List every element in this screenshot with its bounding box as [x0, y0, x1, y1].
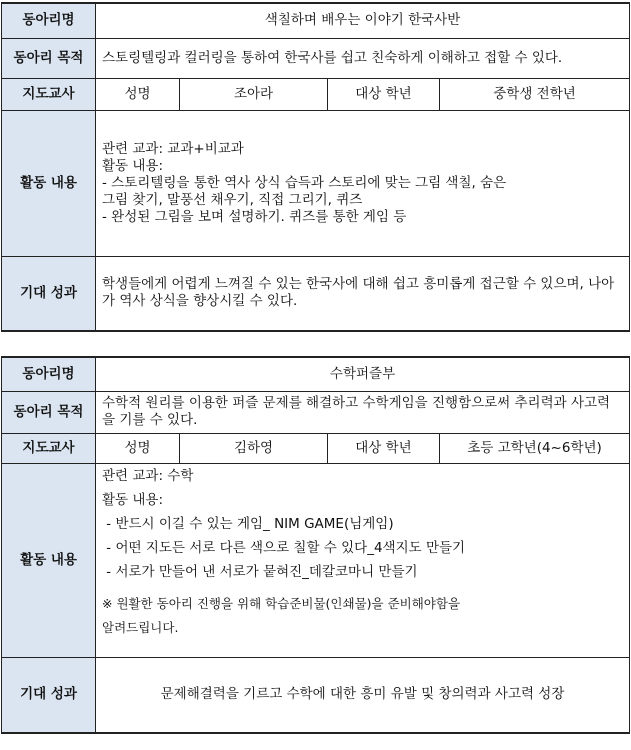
- activity-line: - 완성된 그림을 보며 설명하기. 퀴즈를 통한 게임 등: [102, 208, 407, 225]
- target-grade: 초등 고학년(4~6학년): [440, 433, 630, 463]
- activity-line: 그림 찾기, 말풍선 채우기, 직접 그리기, 퀴즈: [102, 191, 363, 208]
- activity-line: 관련 교과: 수학: [102, 467, 194, 484]
- activity-line: - 서로가 만들어 낸 서로가 뭍혀진_데칼코마니 만들기: [102, 563, 418, 580]
- activity-content: [96, 110, 630, 256]
- activity-line: 관련 교과: 교과+비교과: [102, 140, 244, 157]
- activity-line: 활동 내용:: [102, 157, 164, 174]
- target-grade: 중학생 전학년: [440, 78, 630, 110]
- activity-content: [96, 463, 630, 657]
- outcome-text: 학생들에게 어렵게 느껴질 수 있는 한국사에 대해 쉽고 흥미롭게 접근할 수 있으며, 나아가 역사 상식을 향상시킬 수 있다.: [96, 256, 630, 331]
- activity-line: - 반드시 이길 수 있는 게임_ NIM GAME(님게임): [102, 515, 394, 532]
- activity-line: - 어떤 지도든 서로 다른 색으로 칠할 수 있다_4색지도 만들기: [102, 539, 466, 556]
- teacher-label: 지도교사: [2, 433, 96, 463]
- club-purpose-label: 동아리 목적: [2, 391, 96, 433]
- activity-note-line: ※ 원활한 동아리 진행을 위해 학습준비물(인쇄물)을 준비해야함을: [102, 595, 461, 611]
- club-purpose-label: 동아리 목적: [2, 38, 96, 78]
- teacher-name: 조아라: [180, 78, 328, 110]
- activity-label: 활동 내용: [2, 110, 96, 256]
- target-grade-label: 대상 학년: [328, 78, 440, 110]
- club-name: 색칠하며 배우는 이야기 한국사반: [96, 3, 630, 38]
- activity-note-line: 알려드립니다.: [102, 619, 179, 635]
- outcome-label: 기대 성과: [2, 657, 96, 733]
- club-table-math: [1, 356, 630, 734]
- activity-line: - 스토리텔링을 통한 역사 상식 습득과 스토리에 맞는 그림 색칠, 숨은: [102, 174, 507, 191]
- teacher-name: 김하영: [180, 433, 328, 463]
- teacher-name-label: 성명: [96, 78, 180, 110]
- club-name: 수학퍼즐부: [96, 357, 630, 391]
- teacher-name-label: 성명: [96, 433, 180, 463]
- outcome-text: 문제해결력을 기르고 수학에 대한 흥미 유발 및 창의력과 사고력 성장: [96, 657, 630, 733]
- target-grade-label: 대상 학년: [328, 433, 440, 463]
- activity-label: 활동 내용: [2, 463, 96, 657]
- club-name-label: 동아리명: [2, 3, 96, 38]
- outcome-label: 기대 성과: [2, 256, 96, 331]
- activity-line: 활동 내용:: [102, 491, 164, 508]
- club-purpose: 스토링텔링과 컬러링을 통하여 한국사를 쉽고 친숙하게 이해하고 접할 수 있다.: [96, 38, 630, 78]
- club-name-label: 동아리명: [2, 357, 96, 391]
- club-purpose: 수학적 원리를 이용한 퍼즐 문제를 해결하고 수학게임을 진행함으로써 추리력과 사고력을 기를 수 있다.: [96, 391, 630, 433]
- teacher-label: 지도교사: [2, 78, 96, 110]
- club-table-history: [1, 2, 630, 332]
